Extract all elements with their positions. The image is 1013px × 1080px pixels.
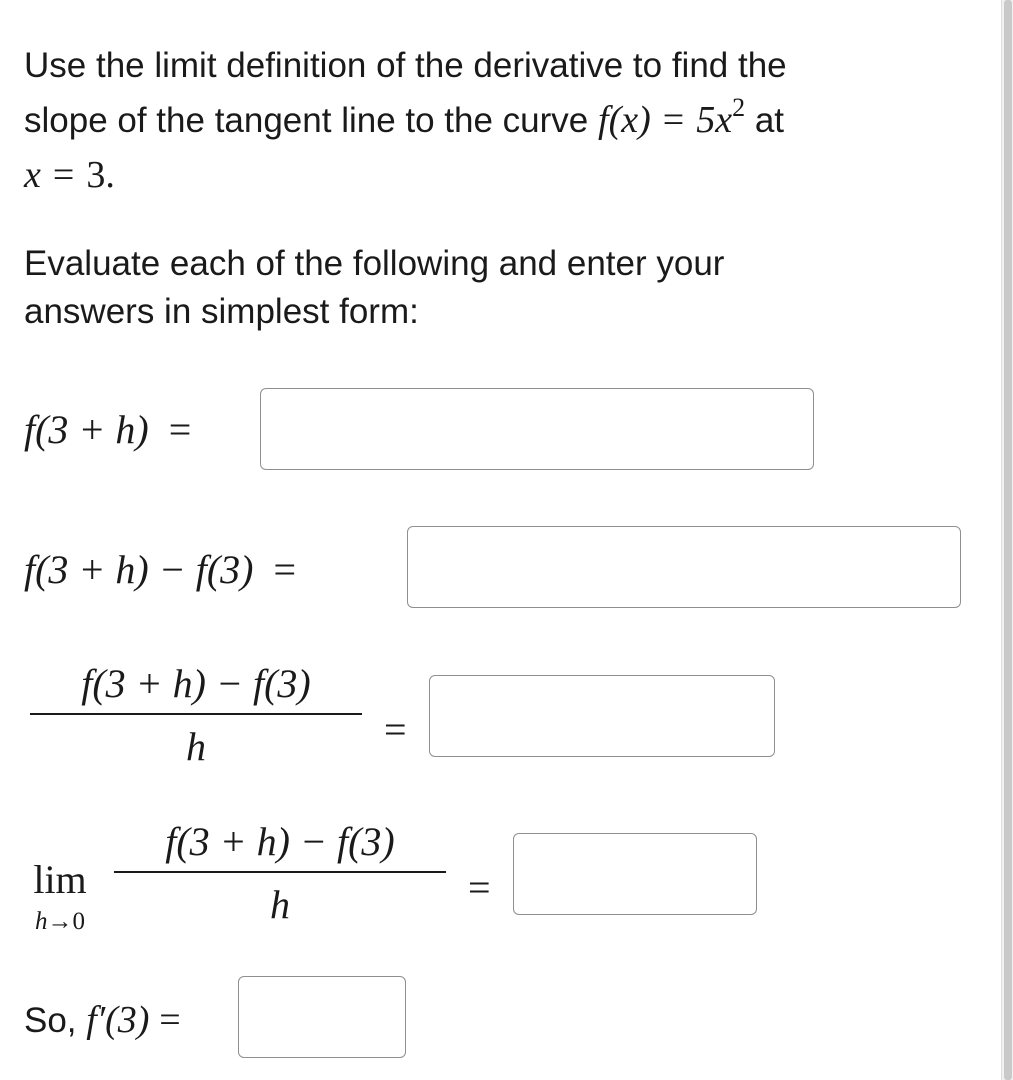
quotient-numerator: f(3 + h) − f(3) (81, 661, 311, 706)
answer-derivative[interactable] (238, 976, 406, 1058)
derivative-expr: f′(3) (86, 999, 150, 1041)
row-difference (24, 526, 974, 610)
point-equals: = (52, 154, 75, 196)
so-prefix: So, (24, 1001, 77, 1040)
answer-difference-quotient[interactable] (429, 675, 775, 757)
instructions (24, 240, 924, 336)
function-name: f (598, 99, 609, 141)
answer-f-of-3-plus-h[interactable] (260, 388, 814, 470)
function-rhs: 5x (696, 99, 733, 141)
lim-subscript: h→0 (35, 908, 85, 935)
row-difference-quotient (24, 660, 824, 780)
prompt-line-2 (24, 93, 984, 148)
row1-equals: = (168, 407, 192, 452)
row-limit (24, 818, 824, 938)
question-prompt (24, 38, 984, 203)
expr-f-of-3-plus-h: f(3 + h) = (24, 407, 192, 452)
equals-sign: = (662, 99, 685, 141)
row4-equals: = (468, 865, 491, 910)
row5-equals: = (159, 999, 181, 1041)
instructions-line-2: answers in simplest form: (24, 292, 419, 331)
limit-fraction-bar (114, 871, 446, 873)
function-exponent: 2 (732, 93, 746, 122)
row-f-of-3-plus-h (24, 388, 824, 472)
expr-difference: f(3 + h) − f(3) = (24, 547, 297, 592)
prompt-at: at (754, 101, 785, 140)
prompt-line-3 (24, 148, 984, 203)
quotient-denominator: h (186, 724, 206, 769)
point-value: 3. (86, 154, 115, 196)
limit-denominator: h (270, 882, 290, 927)
limit-numerator: f(3 + h) − f(3) (165, 819, 395, 864)
limit-operator (24, 857, 96, 936)
point-variable: x (24, 154, 41, 196)
derivative-statement (24, 998, 181, 1042)
answer-difference[interactable] (407, 526, 961, 608)
quotient-fraction-bar (30, 713, 362, 715)
row3-equals: = (384, 707, 407, 752)
lim-word: lim (33, 857, 87, 902)
vertical-scrollbar[interactable] (1001, 0, 1013, 1080)
prompt-line-1: Use the limit definition of the derivative to find the (24, 46, 787, 85)
function-arg: (x) (608, 99, 651, 141)
row2-equals: = (273, 547, 297, 592)
limit-fraction (114, 818, 446, 928)
difference-quotient-fraction (30, 660, 362, 770)
answer-limit[interactable] (513, 833, 757, 915)
row-derivative (24, 976, 824, 1060)
scrollbar-thumb[interactable] (1004, 0, 1012, 1080)
prompt-line-2-text: slope of the tangent line to the curve (24, 101, 589, 140)
instructions-line-1: Evaluate each of the following and enter your (24, 244, 725, 283)
